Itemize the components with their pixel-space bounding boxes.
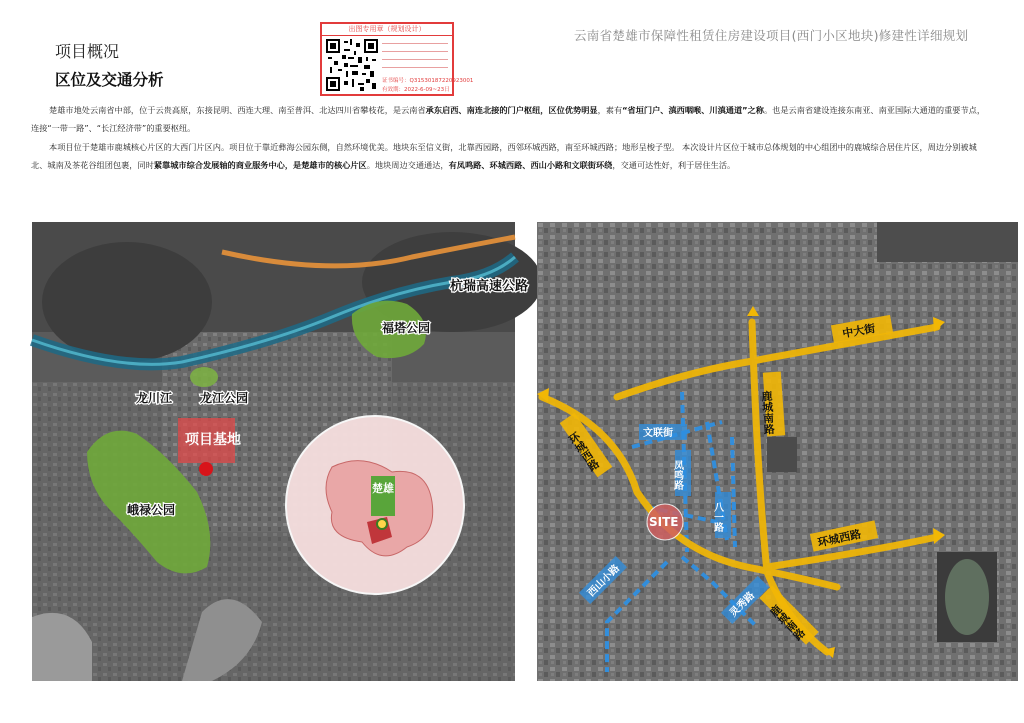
road-label-fengming: 凤鸣路 [671, 460, 683, 490]
stamp-date: 有效期：2022-6-09~23日 [382, 87, 450, 93]
park-label-elu: 峨禄公园 [127, 503, 176, 517]
park-label-longjiang: 龙江公园 [200, 391, 249, 405]
expressway-label: 杭瑞高速公路 [450, 279, 529, 294]
road-label-wenlian: 文联街 [643, 428, 673, 439]
section-title: 项目概况 [55, 42, 120, 61]
site-label: 项目基地 [185, 432, 241, 448]
road-label-lucheng-south-2: 鹿城南路 [766, 602, 808, 643]
traffic-map [537, 222, 1018, 681]
location-map [32, 222, 529, 681]
river-label: 龙川江 [136, 391, 173, 405]
paragraph-location: 楚雄市地处云南省中部，位于云贵高原，东接昆明、西连大理、南至普洱、北达四川省攀枝花，是云南省承东启西、南连北接的门户枢纽，区位优势明显，素有“省垣门户、滇西咽喉、川滇通道”之称。也是云南省建设连接东南亚、南亚国际大通道的重要节点，连接“一带一路”、“长江经济带”的重要枢纽。 [31, 105, 986, 133]
qr-stamp [320, 22, 474, 96]
paragraph-site: 本项目位于楚雄市鹿城核心片区的大西门片区内。项目位于靠近彝海公园东侧，自然环境优美。地块东至信义街，北靠西园路，西邻环城西路，南至环城西路；地形呈梭子型。 本次设计片区位于城市总体规划的中心组团中的鹿城综合居住片区，周边分别被城北、城南及茶花谷组团包裹，同时紧靠城市综合发展轴的商业服务中心，是楚雄市的核心片区。地块周边交通通达，有凤鸣路、环城西路、西山小路和文联街环绕，交通可达性好，利于居住生活。 [31, 142, 977, 170]
road-label-xishan: 西山小路 [586, 563, 623, 600]
project-title: 云南省楚雄市保障性租赁住房建设项目(西门小区地块)修建性详细规划 [574, 28, 969, 43]
road-label-bayi: 八一路 [711, 502, 723, 532]
stamp-top-text: 出图专用章（规划设计） [322, 24, 452, 36]
qr-code-icon [326, 39, 378, 91]
site-label: SITE [649, 515, 679, 529]
road-label-zhongda: 中大街 [841, 321, 877, 341]
road-label-huancheng-west-2: 环城西路 [816, 527, 863, 550]
stamp-certificate-code: 证书编号：Q31530187220923001 [382, 78, 474, 84]
subsection-title: 区位及交通分析 [55, 71, 164, 89]
road-label-huancheng-west-1: 环城西路 [565, 429, 602, 474]
road-label-lingxiu: 灵秀路 [728, 590, 758, 620]
road-label-lucheng-south-1: 鹿城南路 [759, 390, 776, 435]
inset-city-label: 楚雄 [372, 482, 394, 495]
park-label-futa: 福塔公园 [382, 321, 431, 335]
